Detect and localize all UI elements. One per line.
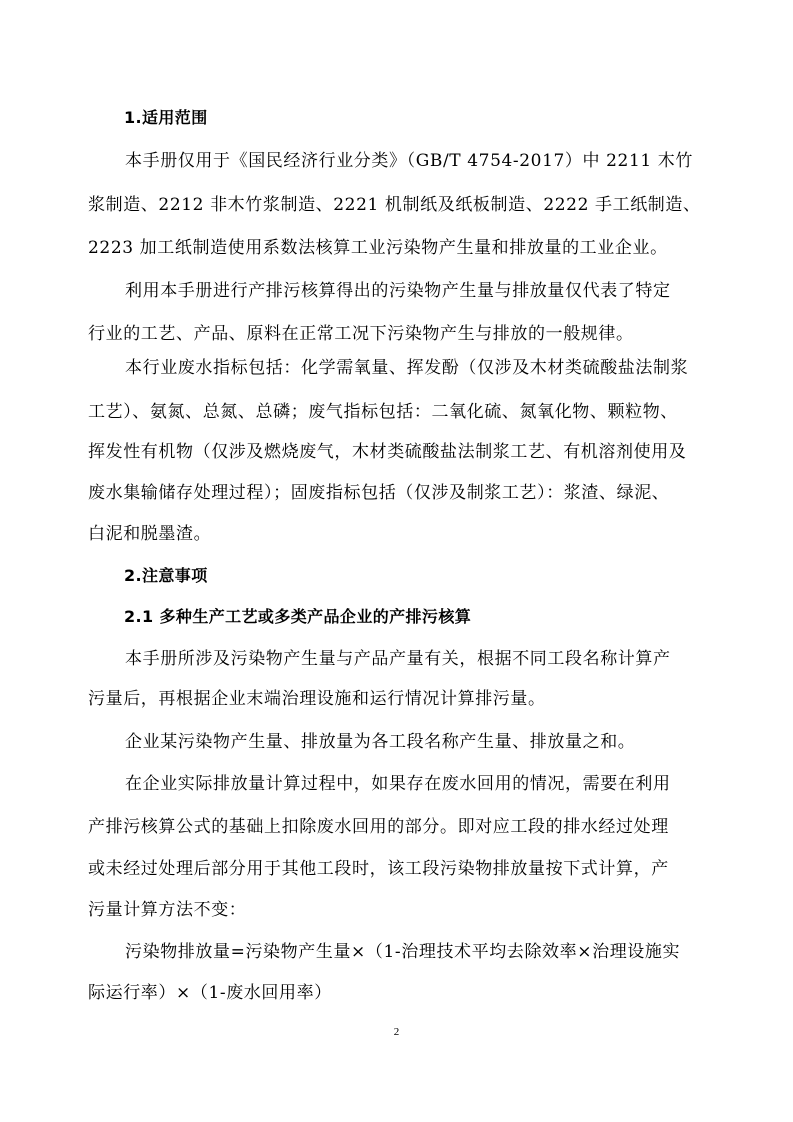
paragraph-line: 在企业实际排放量计算过程中，如果存在废水回用的情况，需要在利用: [125, 774, 671, 794]
section-heading-notes: 2.注意事项: [124, 566, 208, 585]
paragraph-line: 工艺）、氨氮、总氮、总磷；废气指标包括：二氧化硫、氮氧化物、颗粒物、: [88, 402, 678, 422]
paragraph-line: 本手册所涉及污染物产生量与产品产量有关，根据不同工段名称计算产: [125, 649, 671, 669]
paragraph-line: 污量后，再根据企业末端治理设施和运行情况计算排污量。: [88, 689, 546, 709]
paragraph-line: 挥发性有机物（仅涉及燃烧废气，木材类硫酸盐法制浆工艺、有机溶剂使用及: [88, 442, 687, 462]
paragraph-line: 或未经过处理后部分用于其他工段时，该工段污染物排放量按下式计算，产: [88, 859, 669, 879]
formula-line: 际运行率）×（1-废水回用率）: [88, 983, 332, 1003]
paragraph-line: 本手册仅用于《国民经济行业分类》（GB/T 4754-2017）中 2211 木竹: [125, 151, 693, 171]
paragraph-line: 产排污核算公式的基础上扣除废水回用的部分。即对应工段的排水经过处理: [88, 817, 669, 837]
paragraph-line: 企业某污染物产生量、排放量为各工段名称产生量、排放量之和。: [125, 732, 636, 752]
paragraph-line: 利用本手册进行产排污核算得出的污染物产生量与排放量仅代表了特定: [125, 281, 671, 301]
paragraph-line: 废水集输储存处理过程）；固废指标包括（仅涉及制浆工艺）：浆渣、绿泥、: [88, 483, 670, 503]
formula-line: 污染物排放量=污染物产生量×（1-治理技术平均去除效率×治理设施实: [125, 942, 681, 962]
section-heading-scope: 1.适用范围: [124, 108, 208, 127]
paragraph-line: 2223 加工纸制造使用系数法核算工业污染物产生量和排放量的工业企业。: [88, 238, 668, 258]
paragraph-line: 行业的工艺、产品、原料在正常工况下污染物产生与排放的一般规律。: [88, 324, 634, 344]
paragraph-line: 污量计算方法不变：: [88, 900, 247, 920]
subsection-heading: 2.1 多种生产工艺或多类产品企业的产排污核算: [124, 607, 472, 626]
paragraph-line: 白泥和脱墨渣。: [88, 524, 212, 544]
paragraph-line: 浆制造、2212 非木竹浆制造、2221 机制纸及纸板制造、2222 手工纸制造、: [88, 195, 701, 215]
page-number: 2: [393, 1026, 400, 1038]
paragraph-line: 本行业废水指标包括：化学需氧量、挥发酚（仅涉及木材类硫酸盐法制浆: [125, 358, 689, 378]
